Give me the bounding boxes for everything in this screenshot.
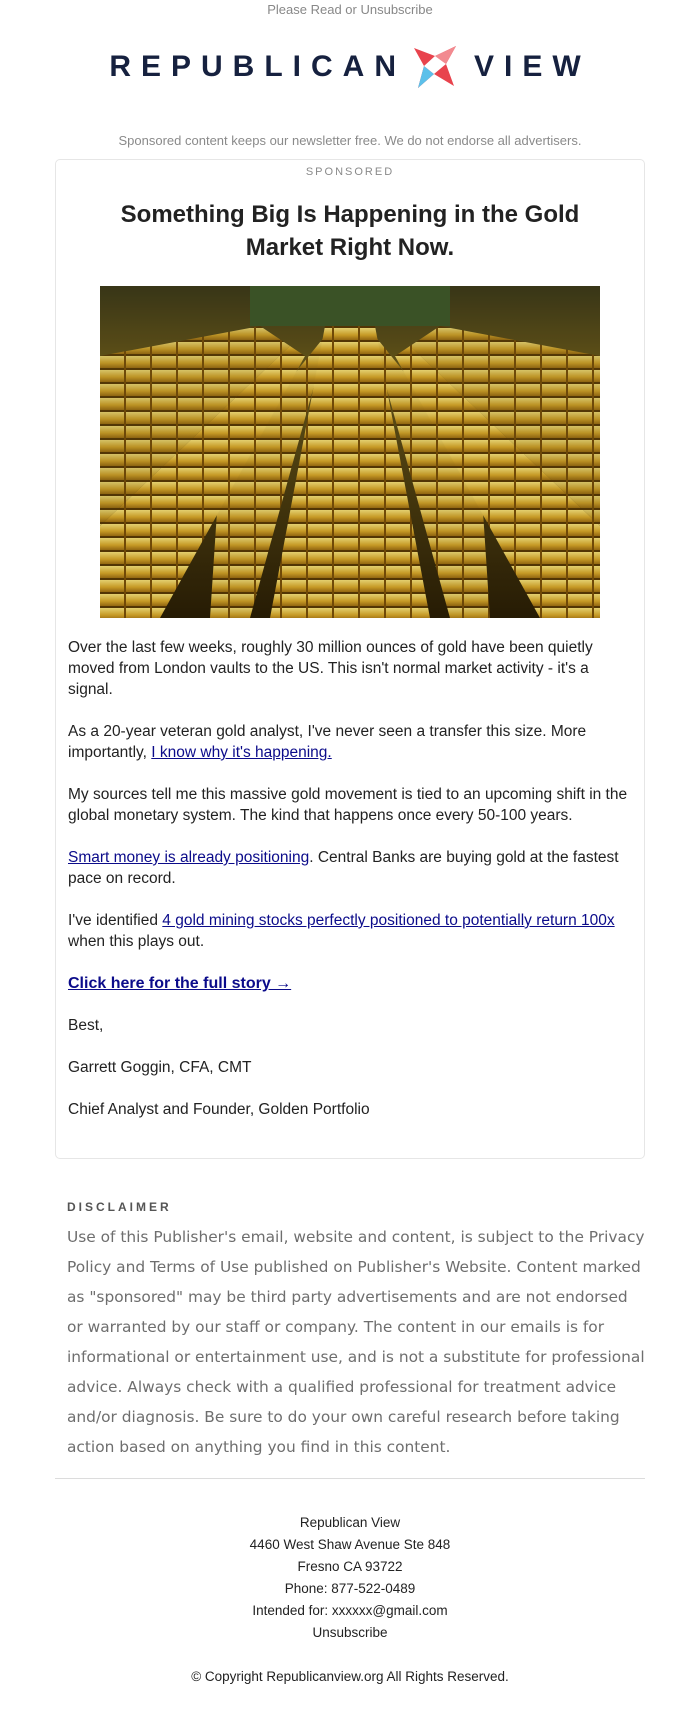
gold-bars-image[interactable] bbox=[100, 286, 600, 618]
sponsor-note: Sponsored content keeps our newsletter free. We do not endorse all advertisers. bbox=[118, 133, 582, 148]
ad-headline: Something Big Is Happening in the Gold Market Right Now. bbox=[120, 201, 580, 261]
paragraph-5 bbox=[68, 910, 632, 952]
paragraph-4-text: . Central Banks are buying gold at the fastest pace on record. bbox=[68, 849, 619, 887]
sponsored-tag: SPONSORED bbox=[305, 166, 395, 178]
star-logo-icon bbox=[410, 44, 460, 90]
ad-body bbox=[56, 637, 644, 1120]
paragraph-2-text: As a 20-year veteran gold analyst, I've never seen a transfer this size. More importantly, bbox=[68, 723, 587, 761]
author-title: Chief Analyst and Founder, Golden Portfolio bbox=[68, 1101, 370, 1118]
logo-text-view: VIEW bbox=[474, 50, 591, 83]
signoff: Best, bbox=[68, 1017, 104, 1034]
paragraph-5-tail: when this plays out. bbox=[68, 933, 205, 950]
disclaimer bbox=[67, 1200, 647, 1462]
gold-stocks-link[interactable]: 4 gold mining stocks perfectly positioned to potentially return 100x bbox=[162, 912, 615, 929]
read-or-unsubscribe-link[interactable]: Please Read or Unsubscribe bbox=[267, 2, 433, 17]
author-name: Garrett Goggin, CFA, CMT bbox=[68, 1059, 252, 1076]
sponsored-ad-card bbox=[55, 159, 645, 1159]
full-story-link[interactable]: Click here for the full story → bbox=[68, 975, 292, 992]
paragraph-1: Over the last few weeks, roughly 30 million ounces of gold have been quietly moved from London vaults to the US. This isn't normal market activity - it's a signal. bbox=[68, 639, 593, 698]
footer-divider bbox=[55, 1478, 645, 1479]
paragraph-5-text: I've identified bbox=[68, 912, 163, 929]
footer-intended-for: Intended for: xxxxxx@gmail.com bbox=[252, 1603, 448, 1618]
footer bbox=[0, 1512, 700, 1688]
footer-phone: Phone: 877-522-0489 bbox=[284, 1581, 416, 1596]
disclaimer-text: Use of this Publisher's email, website and content, is subject to the Privacy Policy and Terms of Use published on Publisher's Website. Content marked as "sponsored" may be third party advertisements and are not endorsed or warranted by our staff or company. The content in our emails is for informational or entertainment use, and is not a substitute for professional advice. Always check with a qualified professional for treatment advice and/or diagnosis. Be sure to do your own careful research before taking action based on anything you find in this content. bbox=[67, 1228, 645, 1456]
logo-text-republican: REPUBLICAN bbox=[109, 50, 406, 83]
footer-address-line-1: 4460 West Shaw Avenue Ste 848 bbox=[249, 1537, 451, 1552]
smart-money-link[interactable]: Smart money is already positioning bbox=[68, 849, 310, 866]
why-happening-link[interactable]: I know why it's happening. bbox=[151, 744, 332, 761]
paragraph-3: My sources tell me this massive gold movement is tied to an upcoming shift in the global monetary system. The kind that happens once every 50-100 years. bbox=[68, 786, 628, 824]
paragraph-2 bbox=[68, 721, 632, 763]
paragraph-4 bbox=[68, 847, 632, 889]
footer-address-line-2: Fresno CA 93722 bbox=[297, 1559, 403, 1574]
footer-company: Republican View bbox=[299, 1515, 401, 1530]
cta-paragraph bbox=[68, 973, 632, 994]
logo bbox=[0, 44, 700, 90]
disclaimer-title: DISCLAIMER bbox=[67, 1200, 172, 1214]
copyright: © Copyright Republicanview.org All Rights Reserved. bbox=[191, 1669, 509, 1684]
unsubscribe-link[interactable]: Unsubscribe bbox=[312, 1625, 388, 1640]
